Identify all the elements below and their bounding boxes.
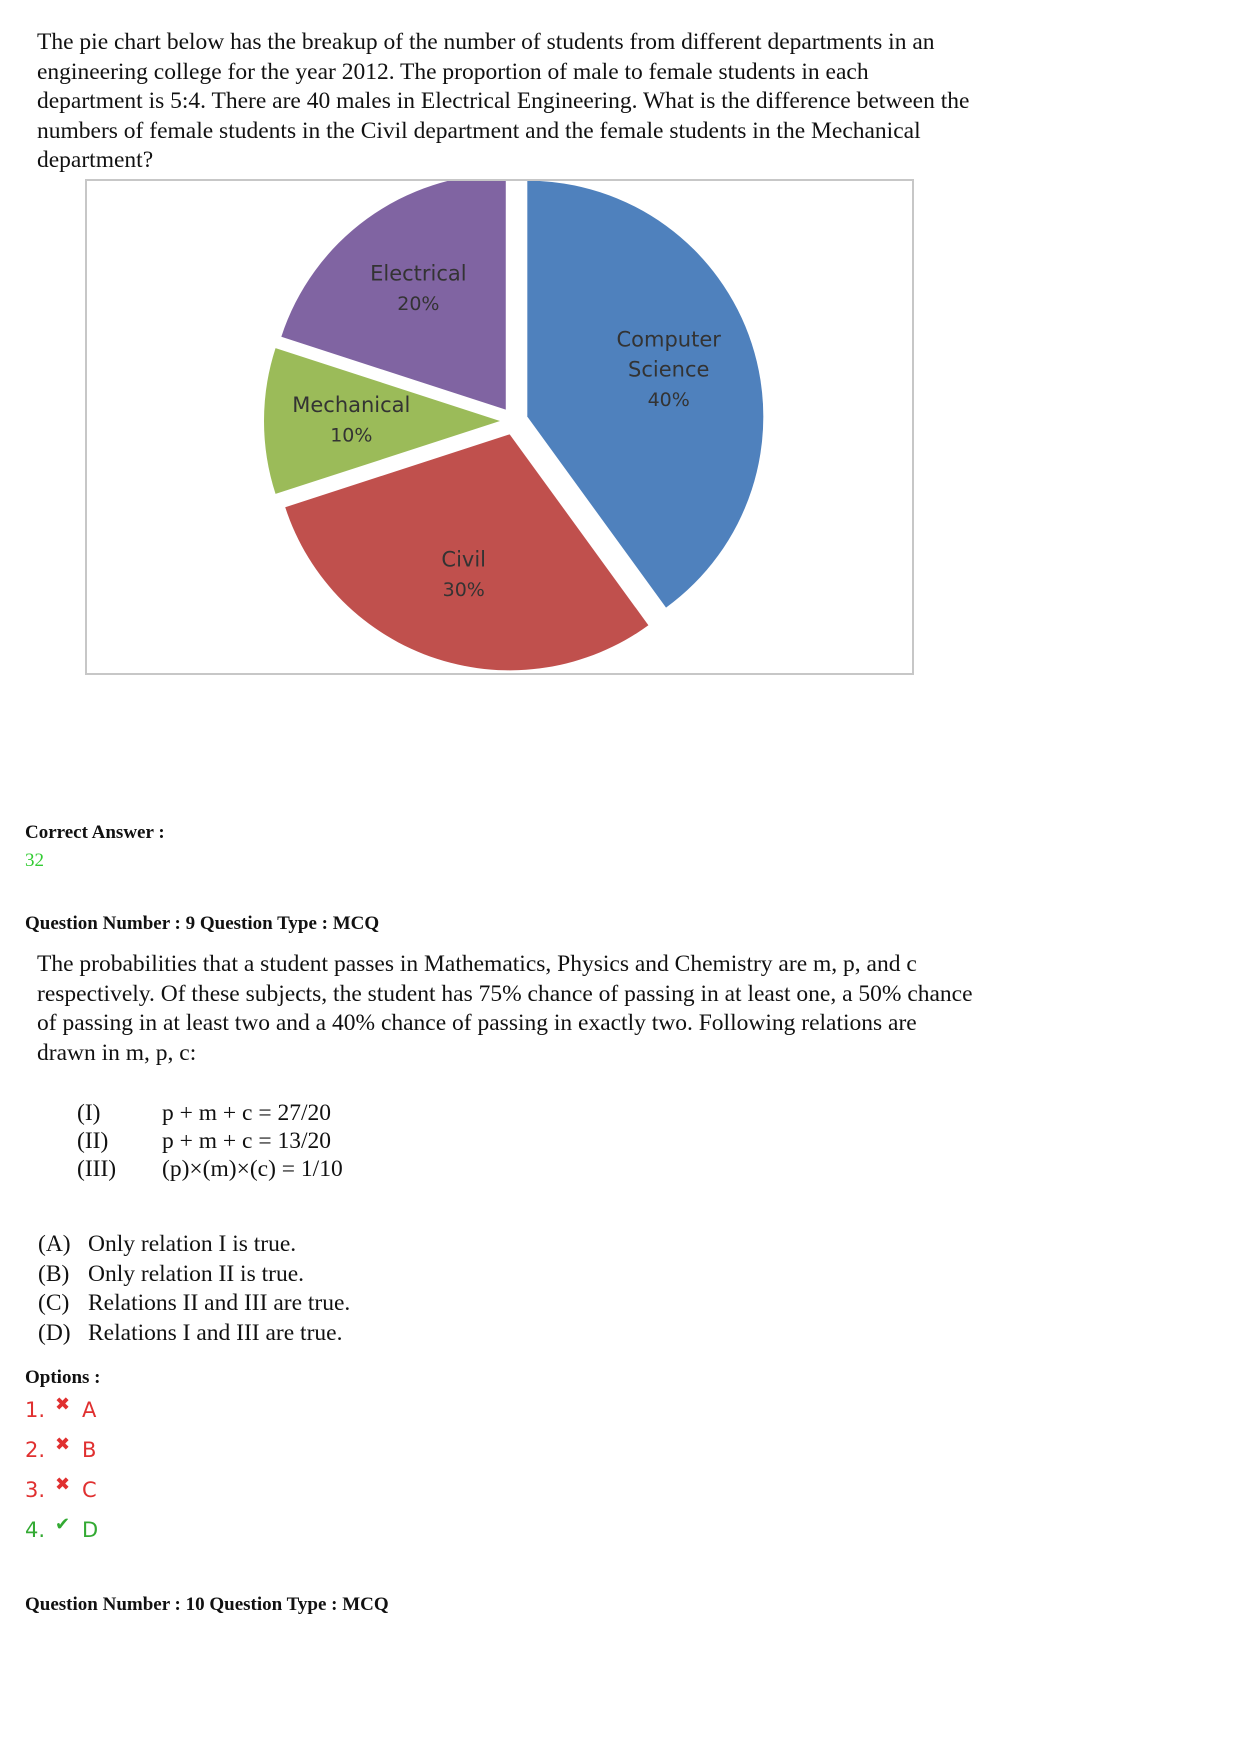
cross-icon: ✖ xyxy=(55,1434,71,1455)
relation-number: (I) xyxy=(77,1100,101,1126)
option-letter: B xyxy=(82,1438,97,1462)
option-letter: A xyxy=(82,1398,97,1422)
question-text-line: numbers of female students in the Civil department and the female students in the Mechanical xyxy=(37,117,921,144)
relation-text: p + m + c = 27/20 xyxy=(162,1100,331,1126)
pie-category-label: Civil xyxy=(441,547,487,572)
correct-answer-value: 32 xyxy=(25,850,44,871)
question-8-text xyxy=(37,28,1067,176)
cross-icon: ✖ xyxy=(55,1394,71,1415)
pie-category-label: Computer xyxy=(616,327,721,352)
question-text-line: The pie chart below has the breakup of the number of students from different departments in an xyxy=(37,29,935,55)
question-9-header: Question Number : 9 Question Type : MCQ xyxy=(25,913,380,934)
relation-item xyxy=(77,1155,343,1183)
question-10-header: Question Number : 10 Question Type : MCQ xyxy=(25,1594,389,1615)
pie-category-label: Science xyxy=(628,357,710,382)
option-number: 4. xyxy=(25,1518,46,1542)
choice-letter: (D) xyxy=(38,1319,71,1346)
option-number: 2. xyxy=(25,1438,46,1462)
relation-number: (III) xyxy=(77,1156,117,1182)
pie-category-label: Mechanical xyxy=(292,393,411,417)
option-number: 1. xyxy=(25,1398,46,1422)
choice-letter: (B) xyxy=(38,1260,70,1287)
choice-text: Only relation I is true. xyxy=(88,1231,297,1257)
choice-item xyxy=(38,1230,350,1260)
relation-item xyxy=(77,1127,343,1155)
option-number: 3. xyxy=(25,1478,46,1502)
question-text-line: department is 5:4. There are 40 males in Electrical Engineering. What is the difference between the xyxy=(37,88,970,114)
pie-percent-label: 10% xyxy=(330,424,373,447)
pie-chart xyxy=(87,181,912,673)
relation-number: (II) xyxy=(77,1128,109,1154)
choice-text: Only relation II is true. xyxy=(88,1260,305,1287)
pie-chart-frame xyxy=(85,179,914,675)
relation-item xyxy=(77,1099,343,1127)
cross-icon: ✖ xyxy=(55,1474,71,1495)
relation-text: p + m + c = 13/20 xyxy=(162,1128,331,1154)
pie-percent-label: 20% xyxy=(397,292,440,315)
choice-letter: (A) xyxy=(38,1231,71,1257)
check-icon: ✔ xyxy=(55,1514,71,1535)
question-text-line: engineering college for the year 2012. The proportion of male to female students in each xyxy=(37,58,869,85)
correct-answer-label: Correct Answer : xyxy=(25,822,165,843)
question-9-text xyxy=(37,950,1067,1068)
relation-text: (p)×(m)×(c) = 1/10 xyxy=(162,1156,343,1182)
option-letter: D xyxy=(82,1518,99,1542)
options-label: Options : xyxy=(25,1367,101,1388)
pie-percent-label: 40% xyxy=(647,389,690,412)
question-text-line: department? xyxy=(37,147,154,173)
answer-choices xyxy=(38,1230,350,1348)
question-text-line: The probabilities that a student passes in Mathematics, Physics and Chemistry are m, p, and c xyxy=(37,951,917,977)
question-text-line: drawn in m, p, c: xyxy=(37,1039,197,1066)
question-text-line: respectively. Of these subjects, the student has 75% chance of passing in at least one, a 50% chance xyxy=(37,980,973,1007)
choice-item xyxy=(38,1319,350,1349)
choice-letter: (C) xyxy=(38,1290,70,1316)
choice-item xyxy=(38,1289,350,1319)
relations-list xyxy=(77,1099,343,1183)
pie-percent-label: 30% xyxy=(442,579,485,602)
choice-text: Relations II and III are true. xyxy=(88,1290,351,1316)
question-text-line: of passing in at least two and a 40% chance of passing in exactly two. Following relations are xyxy=(37,1010,917,1036)
choice-item xyxy=(38,1260,350,1290)
pie-category-label: Electrical xyxy=(370,261,467,286)
choice-text: Relations I and III are true. xyxy=(88,1319,343,1346)
option-letter: C xyxy=(82,1478,97,1502)
